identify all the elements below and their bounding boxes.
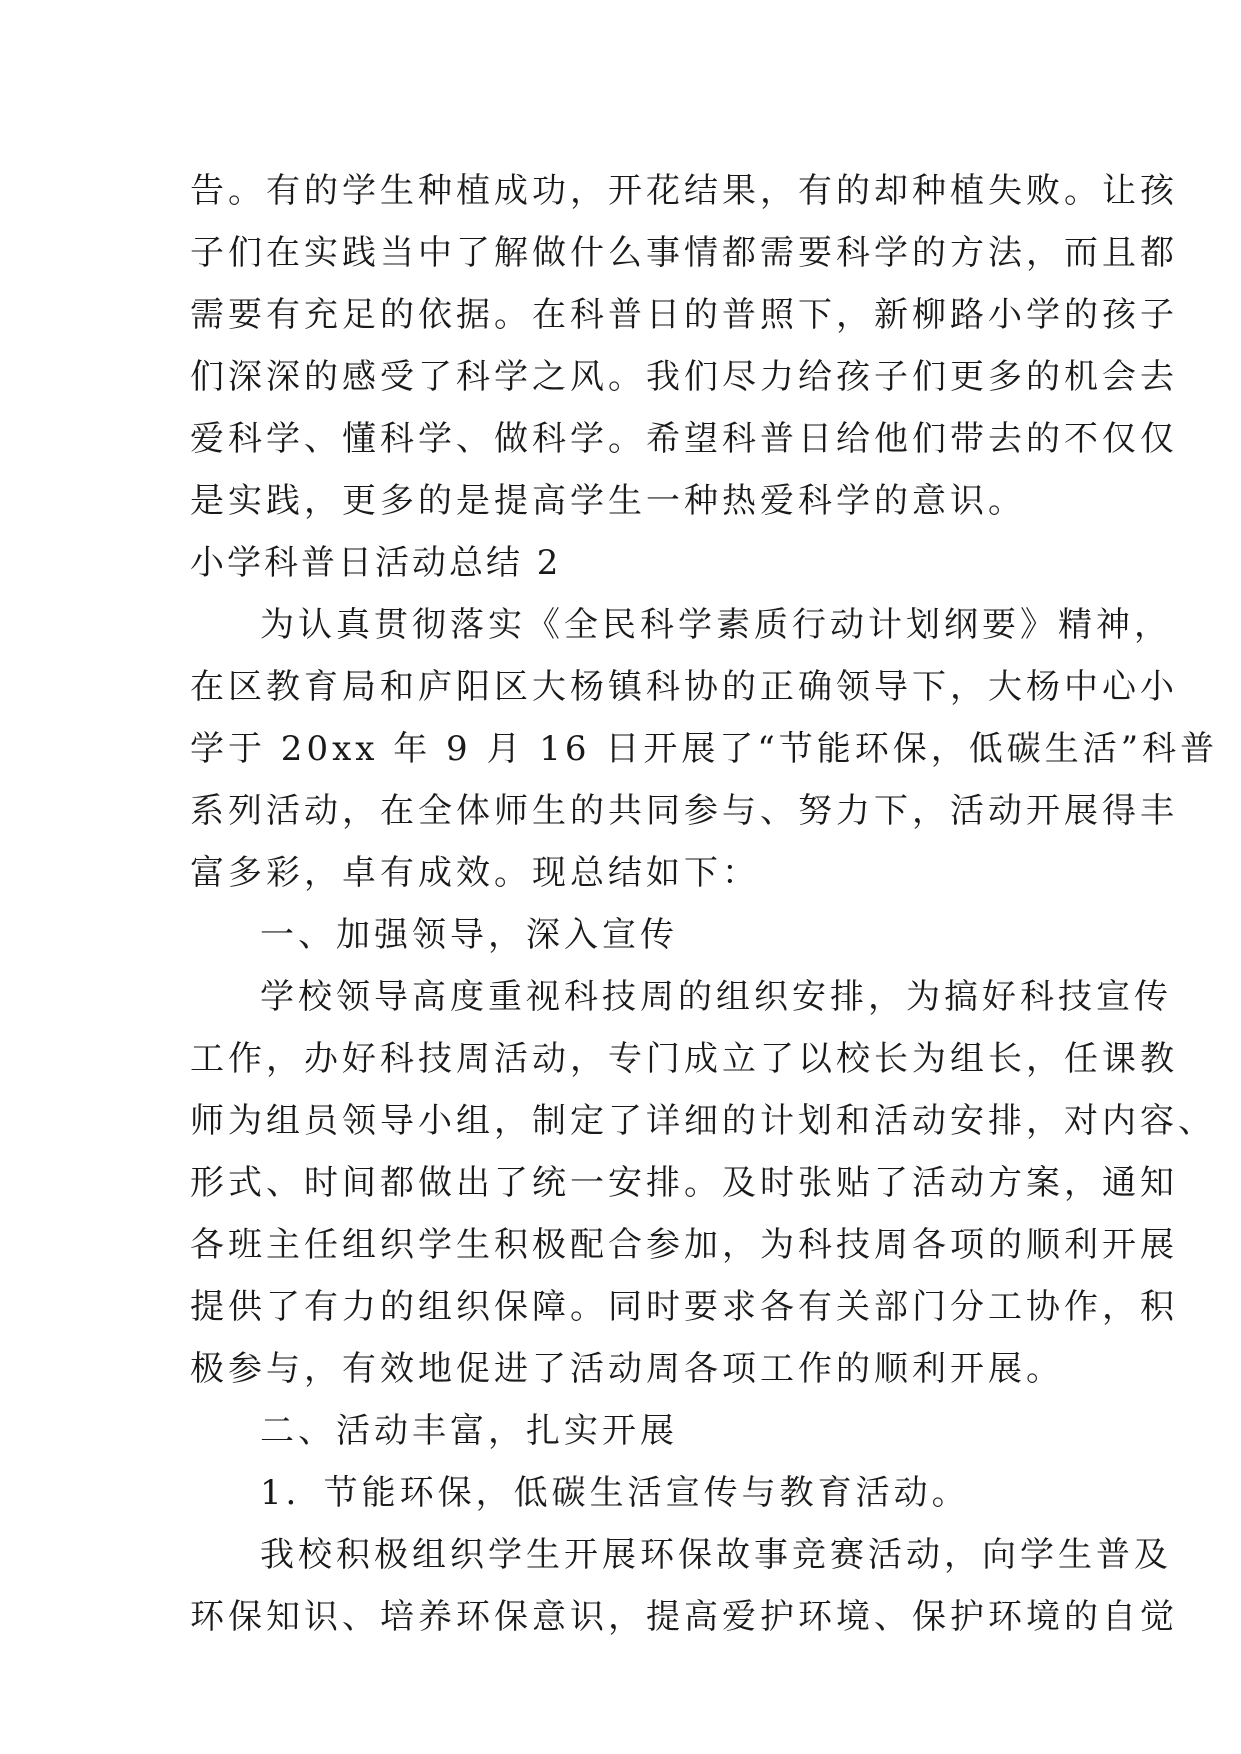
paragraph-line: 子们在实践当中了解做什么事情都需要科学的方法，而且都 [190, 233, 1178, 273]
paragraph-line: 们深深的感受了科学之风。我们尽力给孩子们更多的机会去 [190, 357, 1178, 397]
paragraph-line: 极参与，有效地促进了活动周各项工作的顺利开展。 [190, 1349, 1064, 1389]
paragraph-line: 为认真贯彻落实《全民科学素质行动计划纲要》精神， [260, 605, 1172, 645]
document-page [190, 160, 1219, 1648]
paragraph-line: 在区教育局和庐阳区大杨镇科协的正确领导下，大杨中心小 [190, 667, 1178, 707]
paragraph-line: 形式、时间都做出了统一安排。及时张贴了活动方案，通知 [190, 1163, 1178, 1203]
paragraph-line: 系列活动，在全体师生的共同参与、努力下，活动开展得丰 [190, 791, 1178, 831]
paragraph-line: 富多彩，卓有成效。现总结如下： [190, 853, 760, 893]
paragraph-line: 工作，办好科技周活动，专门成立了以校长为组长，任课教 [190, 1039, 1178, 1079]
section-title: 小学科普日活动总结 2 [190, 543, 562, 583]
paragraph-line: 提供了有力的组织保障。同时要求各有关部门分工协作，积 [190, 1287, 1178, 1327]
paragraph-line: 学于 20xx 年 9 月 16 日开展了“节能环保，低碳生活”科普 [190, 729, 1219, 769]
paragraph-line: 需要有充足的依据。在科普日的普照下，新柳路小学的孩子 [190, 295, 1178, 335]
paragraph-line: 是实践，更多的是提高学生一种热爱科学的意识。 [190, 481, 1026, 521]
paragraph-line: 学校领导高度重视科技周的组织安排，为搞好科技宣传 [260, 977, 1172, 1017]
list-item: 1．节能环保，低碳生活宣传与教育活动。 [260, 1473, 970, 1513]
paragraph-line: 师为组员领导小组，制定了详细的计划和活动安排，对内容、 [190, 1101, 1216, 1141]
paragraph-line: 环保知识、培养环保意识，提高爱护环境、保护环境的自觉 [190, 1597, 1178, 1637]
section-heading: 一、加强领导，深入宣传 [260, 915, 678, 955]
section-heading: 二、活动丰富，扎实开展 [260, 1411, 678, 1451]
paragraph-line: 爱科学、懂科学、做科学。希望科普日给他们带去的不仅仅 [190, 419, 1178, 459]
paragraph-line: 我校积极组织学生开展环保故事竞赛活动，向学生普及 [260, 1535, 1172, 1575]
paragraph-line: 告。有的学生种植成功，开花结果，有的却种植失败。让孩 [190, 171, 1178, 211]
paragraph-line: 各班主任组织学生积极配合参加，为科技周各项的顺利开展 [190, 1225, 1178, 1265]
